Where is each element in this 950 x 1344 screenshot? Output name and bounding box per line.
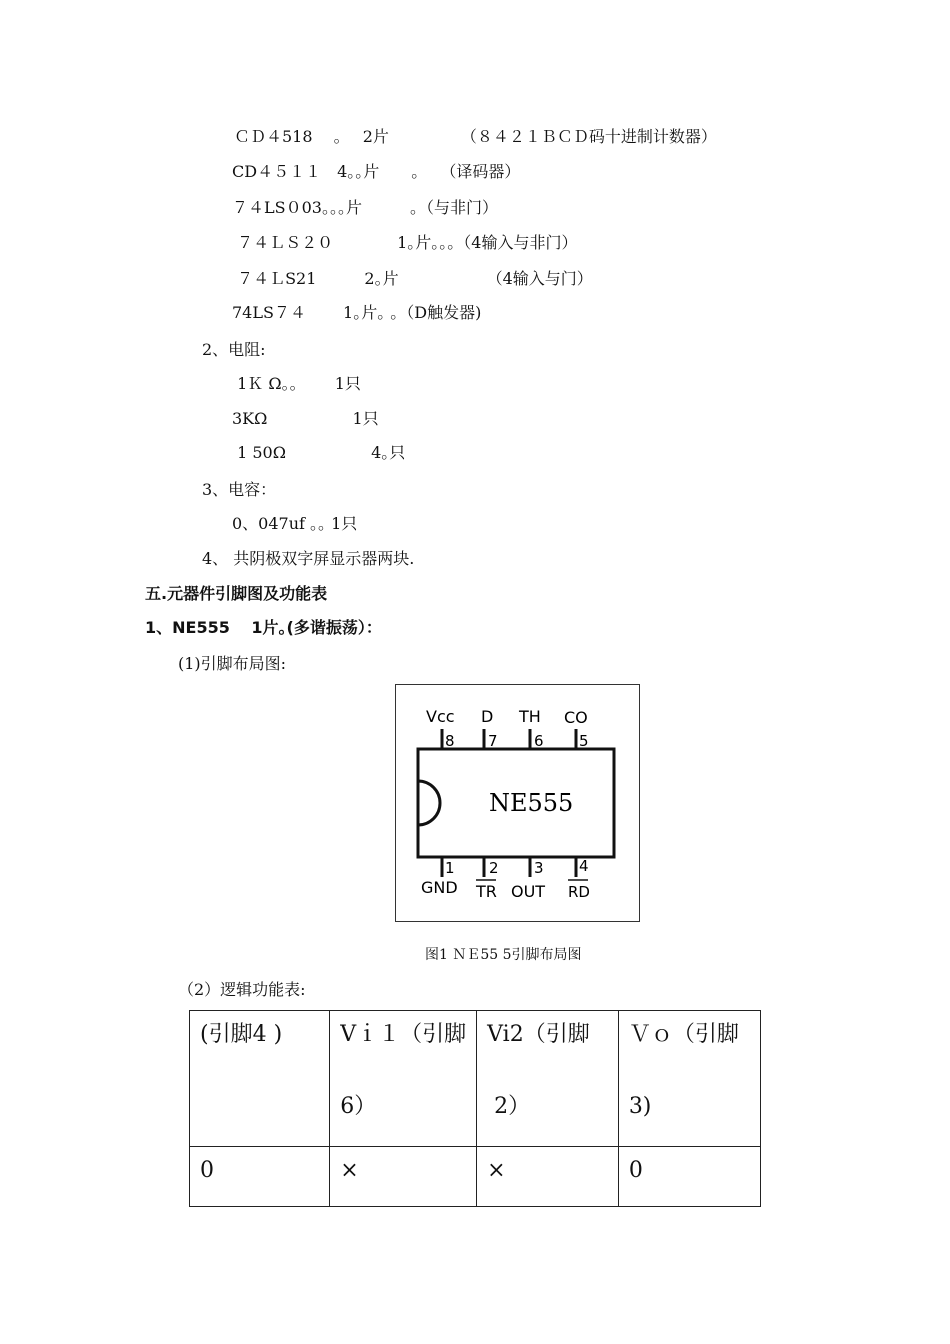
resistor-3k: 3KΩ 1只 <box>232 409 379 428</box>
component-cd4518: ＣＤ４518 ｡ 2片 （８４２１ＢＣＤ码十进制计数器） <box>234 127 717 146</box>
pin-3-number: 3 <box>534 859 544 877</box>
table-row <box>190 1147 761 1207</box>
pin-6-label: TH <box>519 707 541 726</box>
capacitor-item: 0、047uf ｡｡ 1只 <box>232 514 358 533</box>
table-header-row <box>190 1011 761 1147</box>
pin-1-label: GND <box>421 878 458 897</box>
ne555-pin-diagram <box>395 684 640 922</box>
header-cell-vo <box>618 1011 760 1147</box>
display-item: 4、 共阴极双字屏显示器两块. <box>202 549 415 568</box>
pin-6-number: 6 <box>534 732 544 750</box>
component-74ls00: ７４LS０03｡｡｡片 ｡（与非门） <box>232 198 498 217</box>
header-cell-pin4 <box>190 1011 330 1147</box>
resistor-1k: 1Ｋ Ω｡｡ 1只 <box>232 374 361 393</box>
pin-5-number: 5 <box>579 732 589 750</box>
header-cell-text: Vi2（引脚 <box>487 1022 590 1047</box>
section-title: 五.元器件引脚图及功能表 <box>145 584 328 603</box>
capacitor-heading: 3、电容： <box>202 480 277 499</box>
pin-4-label: RD <box>568 883 590 901</box>
chip-name: NE555 <box>489 789 574 817</box>
resistor-150: 1 50Ω 4｡只 <box>232 443 406 462</box>
pin-2-label: TR <box>476 882 497 901</box>
header-cell-text: 2） <box>487 1094 531 1119</box>
subsection-title: 1、NE555 1片｡(多谐振荡）： <box>145 618 382 637</box>
pin-7-number: 7 <box>488 732 498 750</box>
pin-2-number: 2 <box>489 859 499 877</box>
pin-1-number: 1 <box>445 859 455 877</box>
pin-8-number: 8 <box>445 732 455 750</box>
table-cell <box>190 1147 330 1207</box>
header-cell-text: (引脚4 ) <box>200 1022 283 1047</box>
header-cell-text: Vｉ１（引脚 <box>340 1022 467 1047</box>
table-cell <box>618 1147 760 1207</box>
table-cell <box>477 1147 619 1207</box>
chip-notch <box>418 781 440 825</box>
pin-7-label: D <box>481 707 494 726</box>
pin-5-label: CO <box>564 708 588 727</box>
cell-text: 0 <box>200 1158 214 1183</box>
figure-caption: 图1 ＮＥ55 5引脚布局图 <box>425 947 582 963</box>
component-74ls21: ７４ＬS21 2｡片 （4输入与门） <box>232 269 593 288</box>
logic-function-table <box>189 1010 761 1207</box>
header-cell-vi1 <box>330 1011 477 1147</box>
pin-4-number: 4 <box>579 857 589 875</box>
component-74ls74: 74LS７４ 1｡片｡ ｡（D触发器) <box>232 303 482 322</box>
component-cd4511: CD４５１１ 4｡｡片 ｡ （译码器） <box>232 162 521 181</box>
table-cell <box>330 1147 477 1207</box>
cell-text: × <box>340 1158 359 1183</box>
header-cell-text: Ｖｏ（引脚 <box>628 1022 739 1047</box>
header-cell-vi2 <box>477 1011 619 1147</box>
cell-text: × <box>487 1158 506 1183</box>
component-74ls20: ７４ＬＳ２０ 1｡片｡｡｡（4输入与非门） <box>232 233 578 252</box>
cell-text: 0 <box>628 1158 643 1183</box>
logic-table-label: （2）逻辑功能表: <box>178 980 306 999</box>
header-cell-text: 3) <box>628 1094 652 1119</box>
pin-layout-label: (1)引脚布局图: <box>178 654 287 673</box>
resistor-heading: 2、电阻: <box>202 340 266 359</box>
header-cell-text: 6） <box>340 1094 377 1119</box>
pin-8-label: Vcc <box>426 707 455 726</box>
pin-3-label: OUT <box>511 882 546 901</box>
